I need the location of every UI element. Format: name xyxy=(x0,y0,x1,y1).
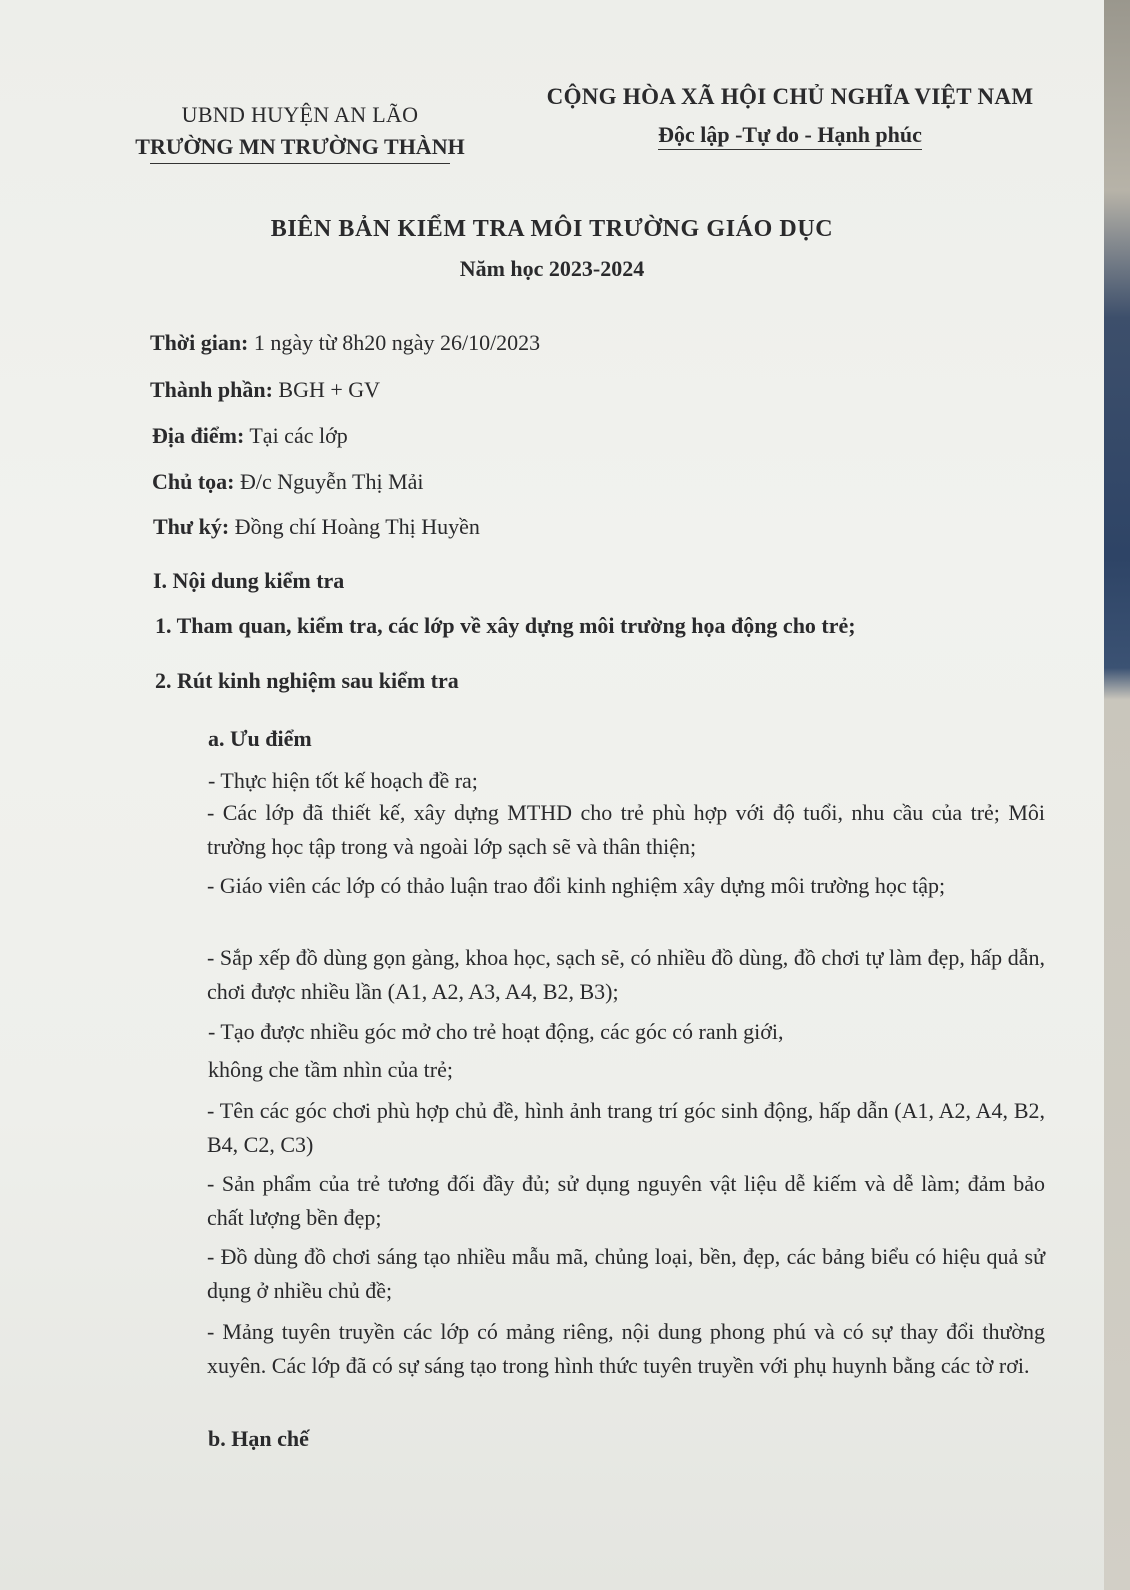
national-title: CỘNG HÒA XÃ HỘI CHỦ NGHĨA VIỆT NAM xyxy=(546,84,1034,109)
info-time xyxy=(150,326,540,359)
time-value: 1 ngày từ 8h20 ngày 26/10/2023 xyxy=(248,330,541,355)
section-1-1: 1. Tham quan, kiểm tra, các lớp về xây dựng môi trường họa động cho trẻ; xyxy=(155,613,856,638)
item-5a: - Tạo được nhiều góc mở cho trẻ hoạt động, các góc có ranh giới, xyxy=(208,1019,784,1044)
item-9 xyxy=(155,1315,1045,1383)
item-8-text: - Đồ dùng đồ chơi sáng tạo nhiều mẫu mã, chủng loại, bền, đẹp, các bảng biểu có hiệu quả sử dụng ở nhiều chủ đề; xyxy=(207,1244,1045,1303)
place-label: Địa điểm: xyxy=(152,423,245,448)
item-7-text: - Sản phẩm của trẻ tương đối đầy đủ; sử dụng nguyên vật liệu dễ kiếm và dễ làm; đảm bảo chất lượng bền đẹp; xyxy=(207,1171,1045,1230)
item-4-text: - Sắp xếp đồ dùng gọn gàng, khoa học, sạch sẽ, có nhiều đồ dùng, đồ chơi tự làm đẹp, hấp dẫn, chơi được nhiều lần (A1, A2, A3, A4, B2, B3); xyxy=(207,945,1045,1004)
subsection-b: b. Hạn chế xyxy=(208,1426,309,1451)
secretary-value: Đồng chí Hoàng Thị Huyền xyxy=(229,514,480,539)
item-2 xyxy=(155,796,1045,864)
info-secretary xyxy=(153,510,480,543)
info-members xyxy=(150,373,380,406)
item-2-text: - Các lớp đã thiết kế, xây dựng MTHD cho trẻ phù hợp với độ tuổi, nhu cầu của trẻ; Môi trường học tập trong và ngoài lớp sạch sẽ và thân thiện; xyxy=(207,800,1045,859)
members-label: Thành phần: xyxy=(150,377,273,402)
item-1: - Thực hiện tốt kế hoạch đề ra; xyxy=(208,768,478,793)
place-value: Tại các lớp xyxy=(244,423,348,448)
national-motto: Độc lập -Tự do - Hạnh phúc xyxy=(658,122,922,150)
school-year: Năm học 2023-2024 xyxy=(459,256,645,281)
time-label: Thời gian: xyxy=(150,330,249,355)
background-edge xyxy=(1104,0,1130,1590)
chair-label: Chủ tọa: xyxy=(152,469,235,494)
item-9-text: - Mảng tuyên truyền các lớp có mảng riêng, nội dung phong phú và có sự thay đổi thường xuyên. Các lớp đã có sự sáng tạo trong hình thức tuyên truyền với phụ huynh bằng các tờ rơi. xyxy=(207,1319,1045,1378)
header-left xyxy=(110,102,490,164)
subsection-a: a. Ưu điểm xyxy=(208,726,312,751)
item-3-text: - Giáo viên các lớp có thảo luận trao đổi kinh nghiệm xây dựng môi trường học tập; xyxy=(207,873,946,898)
item-6 xyxy=(155,1094,1045,1162)
chair-value: Đ/c Nguyễn Thị Mải xyxy=(234,469,424,494)
issuing-authority: UBND HUYỆN AN LÃO xyxy=(181,102,419,127)
item-3 xyxy=(155,869,1045,903)
item-6-text: - Tên các góc chơi phù hợp chủ đề, hình ảnh trang trí góc sinh động, hấp dẫn (A1, A2, A4, B2, B4, C2, C3) xyxy=(207,1098,1045,1157)
header-left-underline xyxy=(150,163,450,164)
item-7 xyxy=(155,1167,1045,1235)
info-place xyxy=(152,419,348,452)
item-4 xyxy=(155,941,1045,1009)
members-value: BGH + GV xyxy=(272,377,381,402)
item-5b: không che tầm nhìn của trẻ; xyxy=(208,1057,453,1082)
info-chair xyxy=(152,465,424,498)
section-1-2: 2. Rút kinh nghiệm sau kiểm tra xyxy=(155,668,459,693)
school-name: TRƯỜNG MN TRƯỜNG THÀNH xyxy=(135,134,465,159)
secretary-label: Thư ký: xyxy=(153,514,230,539)
document-title: BIÊN BẢN KIỂM TRA MÔI TRƯỜNG GIÁO DỤC xyxy=(270,216,834,242)
header-right xyxy=(520,84,1060,150)
section-heading-1: I. Nội dung kiểm tra xyxy=(153,568,345,593)
item-8 xyxy=(155,1240,1045,1308)
